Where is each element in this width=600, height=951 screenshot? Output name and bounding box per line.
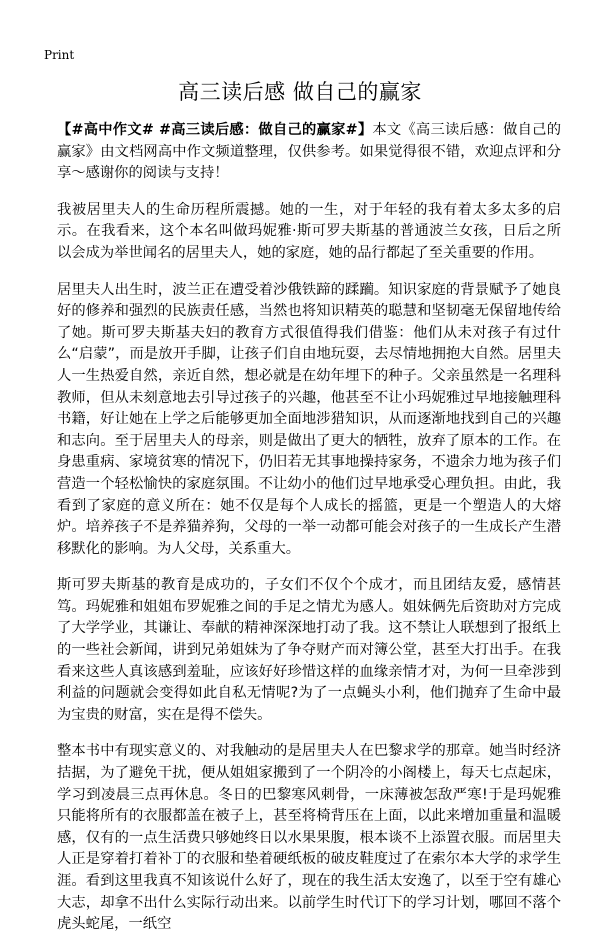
paragraph-4: 整本书中有现实意义的、对我触动的是居里夫人在巴黎求学的那章。她当时经济拮据，为了避免干扰，便从姐姐家搬到了一个阴冷的小阁楼上，每天七点起床，学习到凌晨三点再休息。冬日的巴黎寒风刺骨，一床薄被怎敌严寒!于是玛妮雅只能将所有的衣服都盖在被子上，甚至将椅背压在上面，以此来增加重量和温暖感，仅有的一点生活费只够她终日以水果果腹，根本谈不上添置衣服。而居里夫人正是穿着打着补丁的衣服和垫着硬纸板的破皮鞋度过了在索尔本大学的求学生涯。看到这里我真不知该说什么好了，现在的我生活太安逸了，以至于空有雄心大志，却拿不出什么实际行动出来。以前学生时代订下的学习计划，哪回不落个虎头蛇尾，一纸空 (57, 743, 561, 933)
page-title: 高三读后感 做自己的赢家 (178, 80, 422, 104)
intro-tags: 【#高中作文# #高三读后感：做自己的赢家#】 (57, 122, 373, 138)
intro-text: 本文《高三读后感：做自己的赢家》由文档网高中作文频道整理，仅供参考。如果觉得很不错，欢迎点评和分享～感谢你的阅读与支持！ (57, 122, 561, 182)
article-body (57, 120, 561, 951)
paragraph-1: 我被居里夫人的生命历程所震撼。她的一生，对于年轻的我有着太多太多的启示。在我看来，这个本名叫做玛妮雅·斯可罗夫斯基的普通波兰女孩，日后之所以会成为举世闻名的居里夫人，她的家庭，她的品行都起了至关重要的作用。 (57, 201, 561, 261)
paragraph-3: 斯可罗夫斯基的教育是成功的，子女们不仅个个成才，而且团结友爱，感情甚笃。玛妮雅和姐姐布罗妮雅之间的手足之情尤为感人。姐妹俩先后资助对方完成了大学学业，其谦让、奉献的精神深深地打动了我。这不禁让人联想到了报纸上的一些社会新闻，讲到兄弟姐妹为了争夺财产而对簿公堂，甚至大打出手。在我看来这些人真该感到羞耻，应该好好珍惜这样的血缘亲情才对，为何一旦牵涉到利益的问题就会变得如此自私无情呢?为了一点蝇头小利，他们抛弃了生命中最为宝贵的财富，实在是得不偿失。 (57, 577, 561, 723)
print-link[interactable]: Print (44, 48, 75, 62)
intro-paragraph (57, 120, 561, 185)
paragraph-2: 居里夫人出生时，波兰正在遭受着沙俄铁蹄的蹂躏。知识家庭的背景赋予了她良好的修养和强烈的民族责任感，当然也将知识精英的聪慧和坚韧毫无保留地传给了她。斯可罗夫斯基夫妇的教育方式很值得我们借鉴：他们从未对孩子有过什么“启蒙”，而是放开手脚，让孩子们自由地玩耍，去尽情地拥抱大自然。居里夫人一生热爱自然，亲近自然，想必就是在幼年埋下的种子。父亲虽然是一名理科教师，但从未刻意地去引导过孩子的兴趣，他甚至不让小玛妮雅过早地接触理科书籍，好让她在上学之后能够更加全面地涉猎知识，从而逐渐地找到自己的兴趣和志向。至于居里夫人的母亲，则是做出了更大的牺牲，放弃了原本的工作。在身患重病、家境贫寒的情况下，仍旧若无其事地操持家务，不遗余力地为孩子们营造一个轻松愉快的家庭氛围。不让幼小的他们过早地承受心理负担。由此，我看到了家庭的意义所在：她不仅是每个人成长的摇篮，更是一个塑造人的大熔炉。培养孩子不是养猫养狗，父母的一举一动都可能会对孩子的一生成长产生潜移默化的影响。为人父母，关系重大。 (57, 281, 561, 557)
